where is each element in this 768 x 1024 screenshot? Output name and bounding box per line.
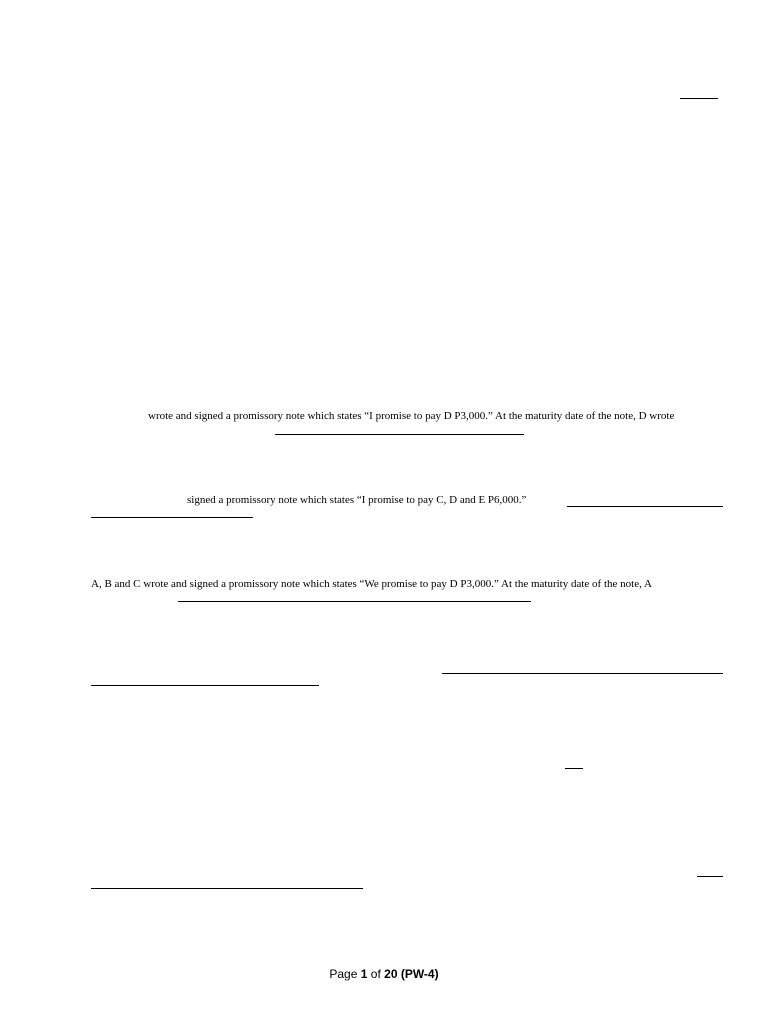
answer-blank-top	[680, 98, 718, 99]
item-2-blank-b	[91, 517, 253, 518]
item-2-blank-a	[567, 506, 723, 507]
footer-page-number: 1	[360, 967, 368, 981]
item-4-blank-b	[91, 685, 319, 686]
item-1-blank	[275, 434, 524, 435]
page-footer	[0, 967, 768, 981]
item-3-text: A, B and C wrote and signed a promissory note which states “We promise to pay D P3,000.” At the maturity date of the note, A	[91, 578, 652, 590]
item-2-text: signed a promissory note which states “I promise to pay C, D and E P6,000.”	[187, 494, 527, 506]
footer-total-pages: 20	[384, 967, 398, 981]
item-5-blank	[565, 768, 583, 769]
item-3-blank	[178, 601, 531, 602]
item-6-blank-b	[91, 888, 363, 889]
footer-page-word: Page	[329, 967, 358, 981]
footer-code: (PW-4)	[400, 967, 439, 981]
item-1-text: wrote and signed a promissory note which states “I promise to pay D P3,000.” At the maturity date of the note, D wrote	[148, 410, 675, 422]
item-4-blank-a	[442, 673, 723, 674]
item-6-blank-a	[697, 876, 723, 877]
footer-of-word: of	[370, 967, 381, 981]
